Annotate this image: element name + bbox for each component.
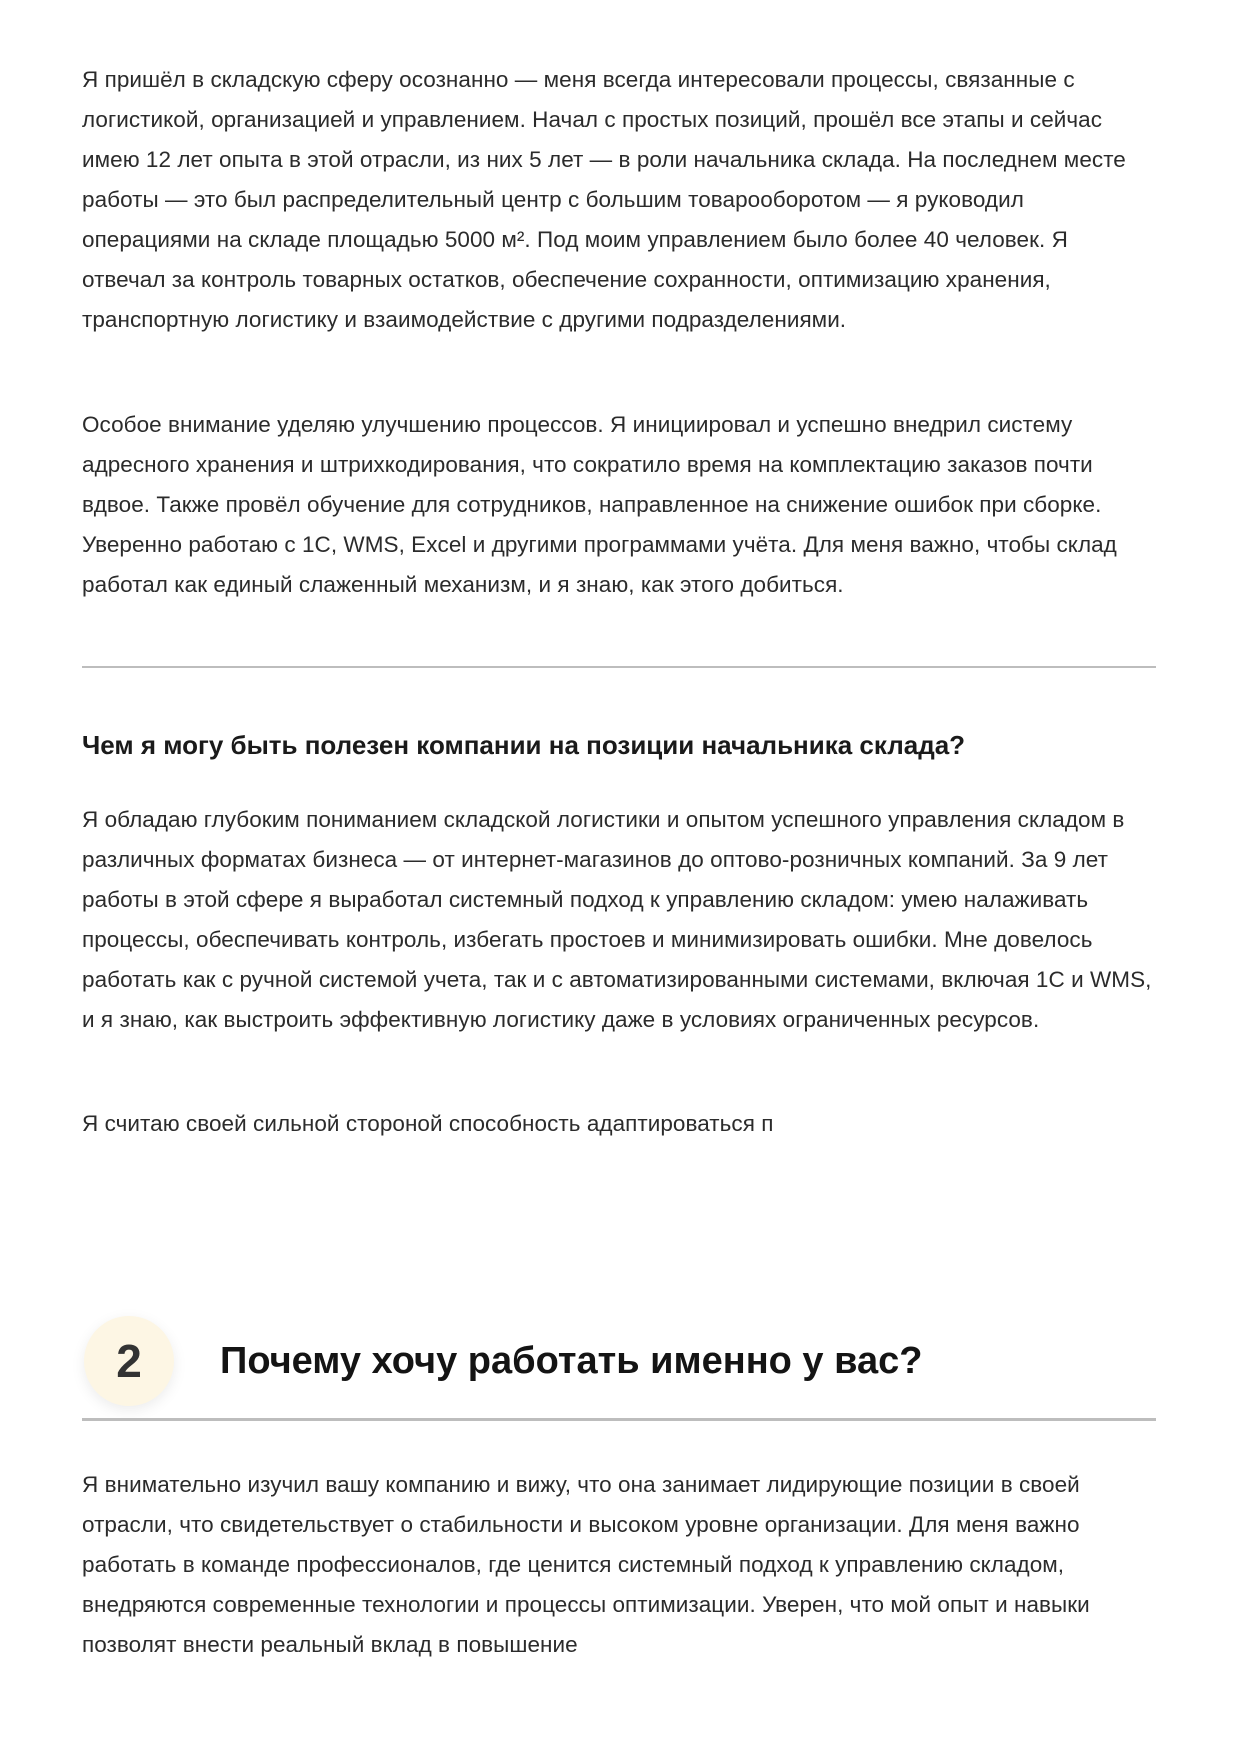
subheading-value-to-company: Чем я могу быть полезен компании на позиции начальника склада? [82, 730, 966, 760]
section-number-badge: 2 [84, 1316, 174, 1406]
section-divider [82, 666, 1156, 668]
section-2-header [82, 1316, 1156, 1406]
section-2-divider [82, 1418, 1156, 1421]
section-2-title: Почему хочу работать именно у вас? [220, 1340, 923, 1382]
paragraph-strength-truncated: Я считаю своей сильной стороной способность адаптироваться п [82, 1111, 774, 1136]
paragraph-logistics-expertise: Я обладаю глубоким пониманием складской логистики и опытом успешного управления складом в различных форматах бизнеса — от интернет-магазинов до оптово-розничных компаний. За 9 лет работы в этой сфере я выработал системный подход к управлению складом: умею налаживать процессы, обеспечивать контроль, избегать простоев и минимизировать ошибки. Мне довелось работать как с ручной системой учета, так и с автоматизированными системами, включая 1С и WMS, и я знаю, как выстроить эффективную логистику даже в условиях ограниченных ресурсов. [82, 807, 1152, 1032]
paragraph-experience: Я пришёл в складскую сферу осознанно — меня всегда интересовали процессы, связанные с логистикой, организацией и управлением. Начал с простых позиций, прошёл все этапы и сейчас имею 12 лет опыта в этой отрасли, из них 5 лет — в роли начальника склада. На последнем месте работы — это был распределительный центр с большим товарооборотом — я руководил операциями на складе площадью 5000 м². Под моим управлением было более 40 человек. Я отвечал за контроль товарных остатков, обеспечение сохранности, оптимизацию хранения, транспортную логистику и взаимодействие с другими подразделениями. [82, 67, 1126, 332]
paragraph-process-improvement: Особое внимание уделяю улучшению процессов. Я инициировал и успешно внедрил систему адресного хранения и штрихкодирования, что сократило время на комплектацию заказов почти вдвое. Также провёл обучение для сотрудников, направленное на снижение ошибок при сборке. Уверенно работаю с 1С, WMS, Excel и другими программами учёта. Для меня важно, чтобы склад работал как единый слаженный механизм, и я знаю, как этого добиться. [82, 412, 1117, 597]
paragraph-why-this-company: Я внимательно изучил вашу компанию и вижу, что она занимает лидирующие позиции в своей отрасли, что свидетельствует о стабильности и высоком уровне организации. Для меня важно работать в команде профессионалов, где ценится системный подход к управлению складом, внедряются современные технологии и процессы оптимизации. Уверен, что мой опыт и навыки позволят внести реальный вклад в повышение [82, 1472, 1090, 1657]
